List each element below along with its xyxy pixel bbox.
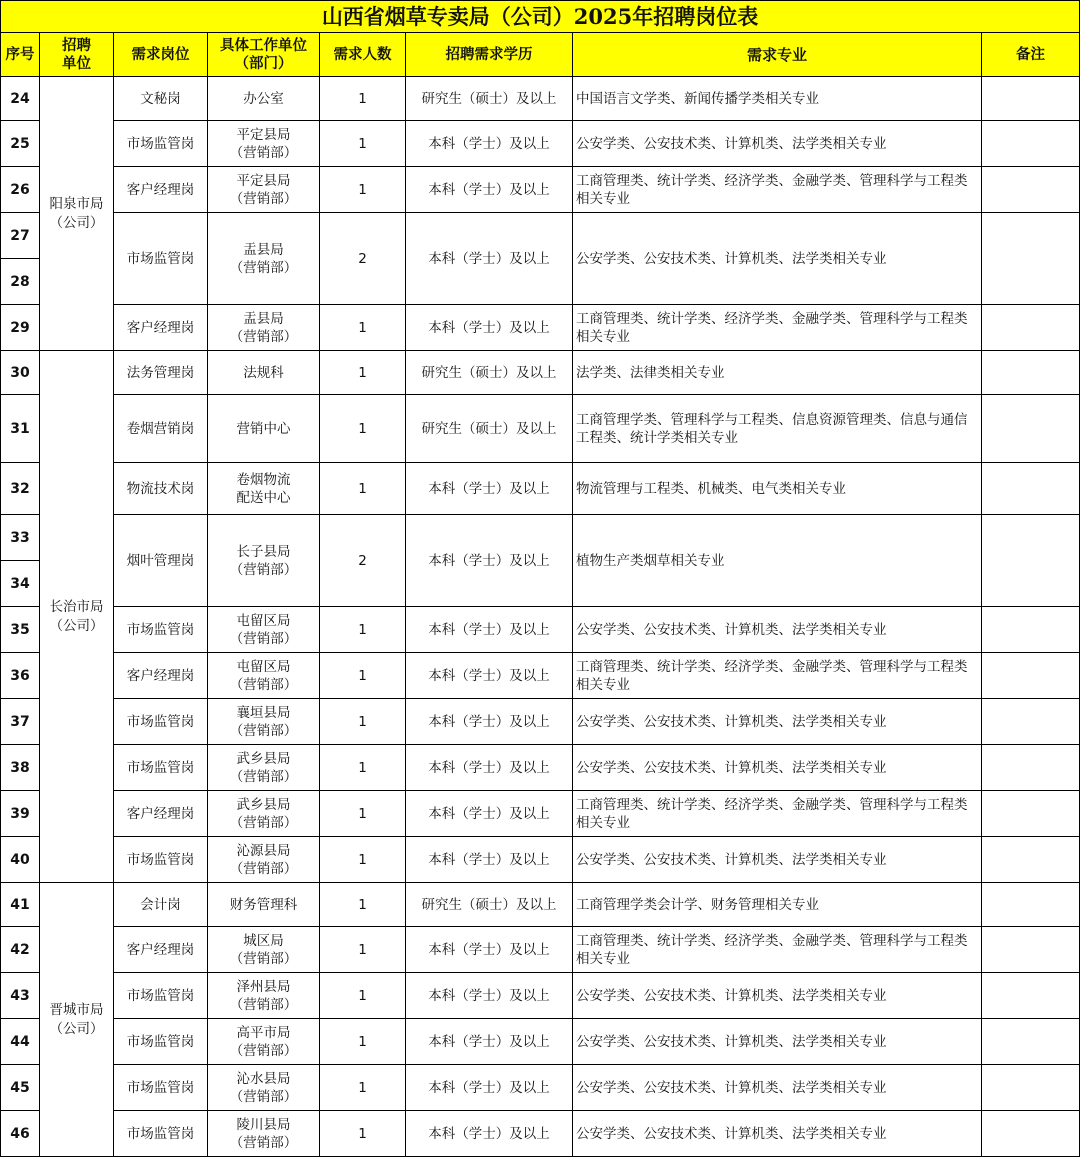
position-cell: 客户经理岗 [114, 653, 208, 699]
seq-cell: 25 [1, 121, 40, 167]
position-cell: 客户经理岗 [114, 927, 208, 973]
count-cell: 1 [320, 607, 406, 653]
header-note: 备注 [982, 33, 1080, 77]
major-cell: 中国语言文学类、新闻传播学类相关专业 [573, 77, 982, 121]
major-cell: 公安学类、公安技术类、计算机类、法学类相关专业 [573, 607, 982, 653]
dept-cell: 盂县局 （营销部） [208, 213, 320, 305]
position-cell: 烟叶管理岗 [114, 515, 208, 607]
major-cell: 植物生产类烟草相关专业 [573, 515, 982, 607]
note-cell [982, 351, 1080, 395]
seq-cell: 28 [1, 259, 40, 305]
dept-cell: 办公室 [208, 77, 320, 121]
seq-cell: 32 [1, 463, 40, 515]
position-cell: 市场监管岗 [114, 213, 208, 305]
seq-cell: 40 [1, 837, 40, 883]
dept-cell: 法规科 [208, 351, 320, 395]
major-cell: 公安学类、公安技术类、计算机类、法学类相关专业 [573, 121, 982, 167]
note-cell [982, 515, 1080, 607]
seq-cell: 35 [1, 607, 40, 653]
edu-cell: 研究生（硕士）及以上 [406, 351, 573, 395]
note-cell [982, 607, 1080, 653]
seq-cell: 29 [1, 305, 40, 351]
major-cell: 公安学类、公安技术类、计算机类、法学类相关专业 [573, 745, 982, 791]
major-cell: 公安学类、公安技术类、计算机类、法学类相关专业 [573, 1111, 982, 1157]
count-cell: 1 [320, 1019, 406, 1065]
major-cell: 公安学类、公安技术类、计算机类、法学类相关专业 [573, 699, 982, 745]
seq-cell: 36 [1, 653, 40, 699]
major-cell: 工商管理类、统计学类、经济学类、金融学类、管理科学与工程类相关专业 [573, 305, 982, 351]
count-cell: 1 [320, 699, 406, 745]
table-row [1, 305, 1080, 351]
edu-cell: 本科（学士）及以上 [406, 607, 573, 653]
dept-cell: 陵川县局 （营销部） [208, 1111, 320, 1157]
header-row [1, 33, 1080, 77]
seq-cell: 27 [1, 213, 40, 259]
edu-cell: 本科（学士）及以上 [406, 167, 573, 213]
table-row [1, 699, 1080, 745]
table-row [1, 791, 1080, 837]
edu-cell: 本科（学士）及以上 [406, 213, 573, 305]
edu-cell: 研究生（硕士）及以上 [406, 77, 573, 121]
major-cell: 工商管理类、统计学类、经济学类、金融学类、管理科学与工程类相关专业 [573, 791, 982, 837]
edu-cell: 本科（学士）及以上 [406, 653, 573, 699]
position-cell: 文秘岗 [114, 77, 208, 121]
position-cell: 市场监管岗 [114, 973, 208, 1019]
table-row [1, 395, 1080, 463]
count-cell: 1 [320, 351, 406, 395]
count-cell: 1 [320, 791, 406, 837]
header-edu: 招聘需求学历 [406, 33, 573, 77]
position-cell: 市场监管岗 [114, 1065, 208, 1111]
position-cell: 市场监管岗 [114, 607, 208, 653]
table-row [1, 927, 1080, 973]
count-cell: 1 [320, 973, 406, 1019]
note-cell [982, 791, 1080, 837]
count-cell: 1 [320, 305, 406, 351]
edu-cell: 本科（学士）及以上 [406, 699, 573, 745]
table-row [1, 607, 1080, 653]
dept-cell: 高平市局 （营销部） [208, 1019, 320, 1065]
note-cell [982, 167, 1080, 213]
note-cell [982, 463, 1080, 515]
unit-cell: 长治市局 （公司） [40, 351, 114, 883]
count-cell: 1 [320, 837, 406, 883]
major-cell: 工商管理学类会计学、财务管理相关专业 [573, 883, 982, 927]
unit-cell: 晋城市局 （公司） [40, 883, 114, 1157]
edu-cell: 本科（学士）及以上 [406, 305, 573, 351]
position-cell: 物流技术岗 [114, 463, 208, 515]
edu-cell: 本科（学士）及以上 [406, 463, 573, 515]
count-cell: 1 [320, 395, 406, 463]
edu-cell: 本科（学士）及以上 [406, 121, 573, 167]
dept-cell: 武乡县局 （营销部） [208, 791, 320, 837]
position-cell: 市场监管岗 [114, 1019, 208, 1065]
edu-cell: 本科（学士）及以上 [406, 745, 573, 791]
edu-cell: 本科（学士）及以上 [406, 927, 573, 973]
edu-cell: 研究生（硕士）及以上 [406, 883, 573, 927]
seq-cell: 45 [1, 1065, 40, 1111]
count-cell: 2 [320, 213, 406, 305]
edu-cell: 本科（学士）及以上 [406, 1111, 573, 1157]
position-cell: 会计岗 [114, 883, 208, 927]
dept-cell: 盂县局 （营销部） [208, 305, 320, 351]
major-cell: 工商管理类、统计学类、经济学类、金融学类、管理科学与工程类相关专业 [573, 927, 982, 973]
note-cell [982, 121, 1080, 167]
seq-cell: 34 [1, 561, 40, 607]
table-row [1, 745, 1080, 791]
count-cell: 1 [320, 1065, 406, 1111]
table-row [1, 77, 1080, 121]
major-cell: 物流管理与工程类、机械类、电气类相关专业 [573, 463, 982, 515]
table-row [1, 121, 1080, 167]
note-cell [982, 213, 1080, 305]
dept-cell: 屯留区局 （营销部） [208, 607, 320, 653]
count-cell: 1 [320, 1111, 406, 1157]
dept-cell: 营销中心 [208, 395, 320, 463]
header-count: 需求人数 [320, 33, 406, 77]
dept-cell: 财务管理科 [208, 883, 320, 927]
dept-cell: 襄垣县局 （营销部） [208, 699, 320, 745]
note-cell [982, 1111, 1080, 1157]
edu-cell: 本科（学士）及以上 [406, 1065, 573, 1111]
major-cell: 公安学类、公安技术类、计算机类、法学类相关专业 [573, 973, 982, 1019]
table-row [1, 1019, 1080, 1065]
seq-cell: 46 [1, 1111, 40, 1157]
position-cell: 市场监管岗 [114, 745, 208, 791]
count-cell: 1 [320, 77, 406, 121]
count-cell: 1 [320, 121, 406, 167]
note-cell [982, 653, 1080, 699]
table-row [1, 883, 1080, 927]
count-cell: 2 [320, 515, 406, 607]
seq-cell: 38 [1, 745, 40, 791]
position-cell: 客户经理岗 [114, 791, 208, 837]
edu-cell: 本科（学士）及以上 [406, 973, 573, 1019]
table-row [1, 973, 1080, 1019]
position-cell: 法务管理岗 [114, 351, 208, 395]
note-cell [982, 745, 1080, 791]
table-row [1, 463, 1080, 515]
position-cell: 卷烟营销岗 [114, 395, 208, 463]
edu-cell: 研究生（硕士）及以上 [406, 395, 573, 463]
dept-cell: 平定县局 （营销部） [208, 121, 320, 167]
table-row [1, 1111, 1080, 1157]
dept-cell: 平定县局 （营销部） [208, 167, 320, 213]
header-major: 需求专业 [573, 33, 982, 77]
edu-cell: 本科（学士）及以上 [406, 1019, 573, 1065]
seq-cell: 33 [1, 515, 40, 561]
seq-cell: 44 [1, 1019, 40, 1065]
dept-cell: 屯留区局 （营销部） [208, 653, 320, 699]
position-cell: 客户经理岗 [114, 167, 208, 213]
major-cell: 公安学类、公安技术类、计算机类、法学类相关专业 [573, 1019, 982, 1065]
table-row [1, 213, 1080, 259]
header-dept: 具体工作单位 （部门） [208, 33, 320, 77]
note-cell [982, 1019, 1080, 1065]
table-row [1, 167, 1080, 213]
position-cell: 市场监管岗 [114, 1111, 208, 1157]
table-row [1, 653, 1080, 699]
major-cell: 工商管理学类、管理科学与工程类、信息资源管理类、信息与通信工程类、统计学类相关专业 [573, 395, 982, 463]
note-cell [982, 837, 1080, 883]
note-cell [982, 973, 1080, 1019]
note-cell [982, 927, 1080, 973]
header-unit: 招聘 单位 [40, 33, 114, 77]
dept-cell: 泽州县局 （营销部） [208, 973, 320, 1019]
header-position: 需求岗位 [114, 33, 208, 77]
dept-cell: 长子县局 （营销部） [208, 515, 320, 607]
dept-cell: 沁源县局 （营销部） [208, 837, 320, 883]
major-cell: 公安学类、公安技术类、计算机类、法学类相关专业 [573, 213, 982, 305]
seq-cell: 41 [1, 883, 40, 927]
seq-cell: 24 [1, 77, 40, 121]
seq-cell: 43 [1, 973, 40, 1019]
count-cell: 1 [320, 653, 406, 699]
position-cell: 市场监管岗 [114, 837, 208, 883]
dept-cell: 沁水县局 （营销部） [208, 1065, 320, 1111]
major-cell: 工商管理类、统计学类、经济学类、金融学类、管理科学与工程类相关专业 [573, 653, 982, 699]
major-cell: 公安学类、公安技术类、计算机类、法学类相关专业 [573, 837, 982, 883]
note-cell [982, 77, 1080, 121]
seq-cell: 31 [1, 395, 40, 463]
major-cell: 公安学类、公安技术类、计算机类、法学类相关专业 [573, 1065, 982, 1111]
note-cell [982, 395, 1080, 463]
seq-cell: 30 [1, 351, 40, 395]
major-cell: 法学类、法律类相关专业 [573, 351, 982, 395]
page-title: 山西省烟草专卖局（公司）2025年招聘岗位表 [1, 1, 1080, 33]
note-cell [982, 305, 1080, 351]
unit-cell: 阳泉市局 （公司） [40, 77, 114, 351]
edu-cell: 本科（学士）及以上 [406, 791, 573, 837]
position-cell: 市场监管岗 [114, 699, 208, 745]
count-cell: 1 [320, 167, 406, 213]
table-row [1, 837, 1080, 883]
header-seq: 序号 [1, 33, 40, 77]
seq-cell: 42 [1, 927, 40, 973]
position-cell: 市场监管岗 [114, 121, 208, 167]
note-cell [982, 1065, 1080, 1111]
count-cell: 1 [320, 927, 406, 973]
seq-cell: 37 [1, 699, 40, 745]
seq-cell: 26 [1, 167, 40, 213]
position-cell: 客户经理岗 [114, 305, 208, 351]
note-cell [982, 883, 1080, 927]
dept-cell: 城区局 （营销部） [208, 927, 320, 973]
count-cell: 1 [320, 463, 406, 515]
count-cell: 1 [320, 745, 406, 791]
table-row [1, 1065, 1080, 1111]
dept-cell: 卷烟物流 配送中心 [208, 463, 320, 515]
note-cell [982, 699, 1080, 745]
table-row [1, 351, 1080, 395]
major-cell: 工商管理类、统计学类、经济学类、金融学类、管理科学与工程类相关专业 [573, 167, 982, 213]
dept-cell: 武乡县局 （营销部） [208, 745, 320, 791]
table-row [1, 515, 1080, 561]
edu-cell: 本科（学士）及以上 [406, 837, 573, 883]
count-cell: 1 [320, 883, 406, 927]
seq-cell: 39 [1, 791, 40, 837]
edu-cell: 本科（学士）及以上 [406, 515, 573, 607]
